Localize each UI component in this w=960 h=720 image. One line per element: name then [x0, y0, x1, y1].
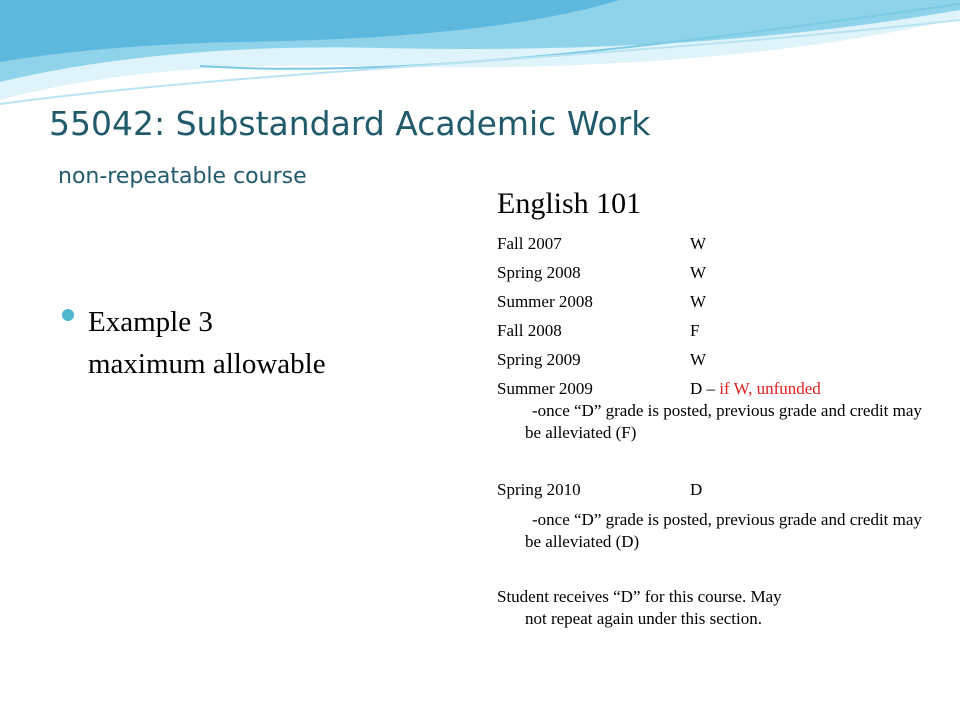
record-term: Spring 2008 [497, 263, 581, 282]
bullet-dot-icon [62, 309, 74, 321]
alleviation-note-f: -once “D” grade is posted, previous grade and credit may be alleviated (F) [525, 401, 922, 442]
slide-subtitle: non-repeatable course [58, 164, 307, 189]
record-row-summer-2009 [497, 374, 917, 403]
record-term: Spring 2009 [497, 350, 581, 369]
record-term: Summer 2009 [497, 379, 593, 398]
record-grade-value: D – [690, 379, 716, 398]
bullet-example [62, 301, 422, 385]
slide-title: 55042: Substandard Academic Work [49, 104, 651, 143]
final-outcome-line-2: not repeat again under this section. [525, 609, 762, 628]
record-grade: W [690, 292, 707, 311]
record-row [497, 316, 917, 345]
record-term: Fall 2008 [497, 321, 562, 340]
final-outcome [497, 586, 897, 630]
record-row [497, 287, 917, 316]
record-row-spring-2010 [497, 475, 917, 504]
bullet-line-2: maximum allowable [88, 348, 326, 380]
record-row [497, 345, 917, 374]
record-grade: F [690, 321, 700, 340]
final-outcome-line-1: Student receives “D” for this course. May [497, 587, 782, 606]
header-wave-decoration [0, 0, 960, 110]
course-title: English 101 [497, 187, 642, 220]
bullet-line-1: Example 3 [88, 306, 213, 338]
record-row [497, 258, 917, 287]
unfunded-note: if W, unfunded [719, 379, 821, 398]
record-grade: W [690, 350, 707, 369]
record-row [497, 229, 917, 258]
record-grade: W [690, 263, 707, 282]
record-grade: W [690, 234, 707, 253]
record-term: Fall 2007 [497, 234, 562, 253]
grade-records [497, 229, 917, 403]
record-term: Summer 2008 [497, 292, 593, 311]
alleviation-note-d: -once “D” grade is posted, previous grade and credit may be alleviated (D) [525, 510, 922, 551]
record-grade [690, 374, 821, 403]
grade-records-2010 [497, 475, 917, 504]
record-grade: D [690, 480, 703, 499]
record-term: Spring 2010 [497, 480, 581, 499]
